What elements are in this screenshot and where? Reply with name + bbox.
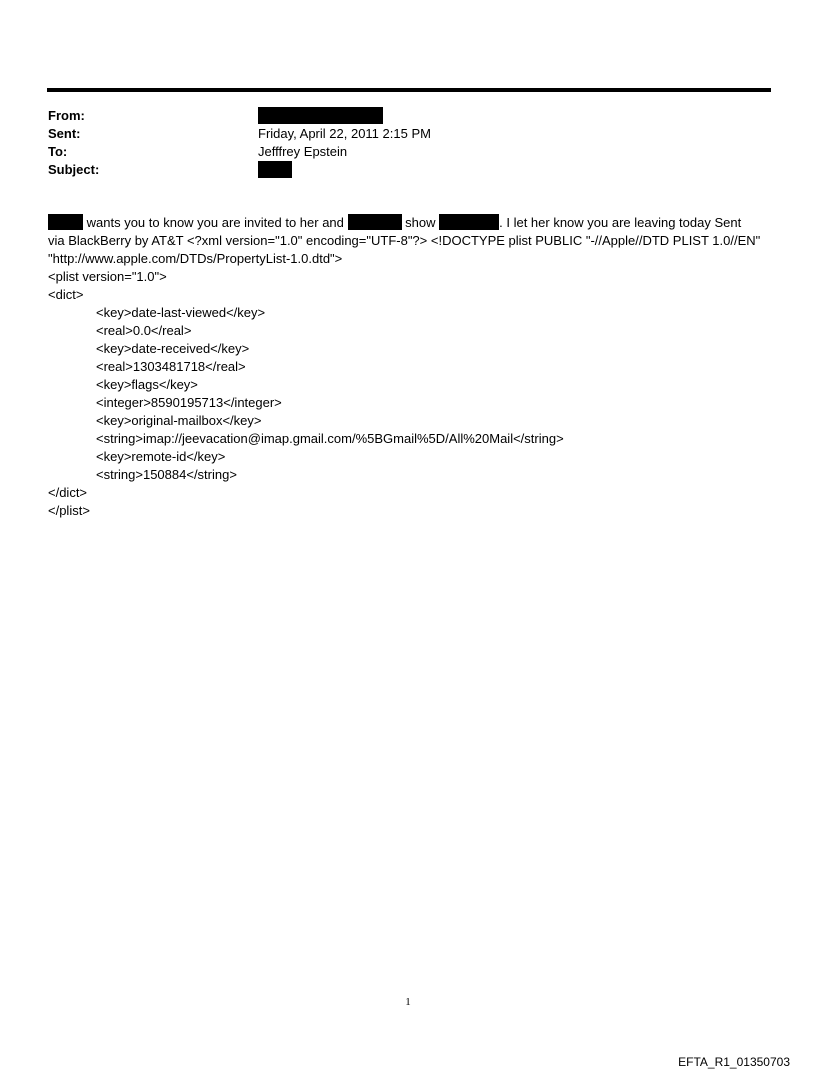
- header-rule: [47, 88, 771, 92]
- body-line: via BlackBerry by AT&T <?xml version="1.0" encoding="UTF-8"?> <!DOCTYPE plist PUBLIC "-//Apple//DTD PLIST 1.0//EN": [48, 233, 761, 248]
- body-line: </plist>: [48, 503, 90, 518]
- subject-value: [258, 161, 292, 179]
- redaction-box: [48, 214, 83, 230]
- body-text: wants you to know you are invited to her and: [86, 215, 344, 230]
- from-label: From:: [48, 108, 85, 123]
- sent-label: Sent:: [48, 126, 81, 141]
- bates-number: EFTA_R1_01350703: [678, 1055, 790, 1069]
- plist-line: <key>original-mailbox</key>: [96, 413, 262, 428]
- body-text: show: [405, 215, 436, 230]
- plist-line: <key>remote-id</key>: [96, 449, 226, 464]
- plist-line: <key>flags</key>: [96, 377, 198, 392]
- page-number: 1: [405, 996, 411, 1008]
- body-line: <plist version="1.0">: [48, 269, 167, 284]
- plist-line: <string>150884</string>: [96, 467, 237, 482]
- body-text: . I let her know you are leaving today Sent: [499, 215, 742, 230]
- sent-value: Friday, April 22, 2011 2:15 PM: [258, 126, 431, 141]
- body-line: </dict>: [48, 485, 88, 500]
- redaction-box: [348, 214, 402, 230]
- redaction-box: [258, 161, 292, 178]
- plist-line: <string>imap://jeevacation@imap.gmail.com/%5BGmail%5D/All%20Mail</string>: [96, 431, 564, 446]
- plist-line: <key>date-last-viewed</key>: [96, 305, 266, 320]
- redaction-box: [258, 107, 383, 124]
- redaction-box: [439, 214, 499, 230]
- plist-line: <integer>8590195713</integer>: [96, 395, 282, 410]
- email-body: [48, 214, 778, 520]
- to-label: To:: [48, 144, 68, 159]
- subject-label: Subject:: [48, 162, 100, 177]
- body-line: "http://www.apple.com/DTDs/PropertyList-1.0.dtd">: [48, 251, 343, 266]
- body-line: <dict>: [48, 287, 84, 302]
- from-value: [258, 107, 383, 125]
- plist-line: <real>1303481718</real>: [96, 359, 246, 374]
- to-value: Jefffrey Epstein: [258, 144, 348, 159]
- plist-line: <real>0.0</real>: [96, 323, 192, 338]
- body-line: [48, 214, 778, 232]
- plist-line: <key>date-received</key>: [96, 341, 250, 356]
